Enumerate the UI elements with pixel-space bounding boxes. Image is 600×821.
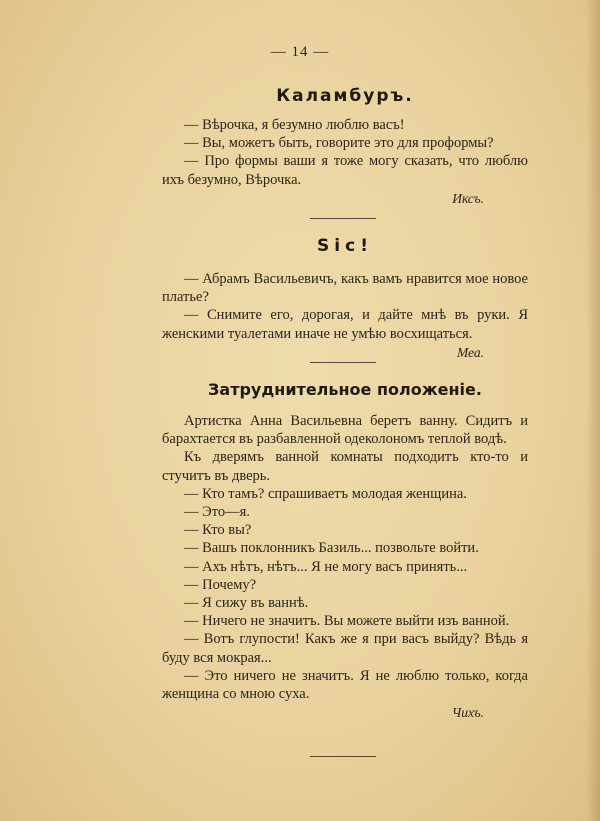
dialogue-line: — Снимите его, дорогая, и дайте мнѣ въ руки. Я женскими туалетами иначе не умѣю восхищаться. (162, 307, 528, 342)
page-edge-shadow (586, 0, 600, 821)
section-separator (310, 362, 376, 363)
dialogue-line: — Вѣрочка, я безумно люблю васъ! (184, 117, 405, 133)
dialogue-line: — Почему? (184, 576, 257, 593)
dialogue-line: — Это ничего не значитъ. Я не люблю только, когда женщина со мною суха. (162, 667, 528, 703)
dialogue-line: — Ничего не значитъ. Вы можете выйти изъ ванной. (184, 613, 510, 630)
section-title-sic: Sic! (317, 236, 373, 256)
section-separator (310, 756, 376, 757)
dialogue-line: — Кто тамъ? спрашиваетъ молодая женщина. (184, 485, 467, 502)
page-number: — 14 — (270, 44, 330, 60)
section-title-zatrudnitelnoe: Затруднительное положеніе. (208, 380, 482, 399)
dialogue-line: — Вотъ глупости! Какъ же я при васъ выйду? Вѣдь я буду вся мокрая... (162, 631, 528, 666)
section-title-kalambur: Каламбуръ. (276, 86, 414, 106)
dialogue-line: — Это—я. (184, 504, 250, 521)
section-sic (162, 270, 528, 362)
dialogue-line: — Вашъ поклонникъ Базиль... позвольте войти. (184, 540, 479, 557)
paragraph: Къ дверямъ ванной комнаты подходитъ кто-то и стучитъ въ дверь. (162, 449, 528, 484)
paragraph: Артистка Анна Васильевна беретъ ванну. Сидитъ и барахтается въ разбавленной одеколономъ теплой водѣ. (162, 413, 528, 448)
signature: Чихъ. (451, 705, 484, 721)
dialogue-line: — Вы, можетъ быть, говорите это для проформы? (184, 135, 494, 152)
section-kalambur (162, 116, 528, 208)
section-zatrudnitelnoe (162, 412, 528, 722)
dialogue-line: — Ахъ нѣтъ, нѣтъ... Я не могу васъ принять... (184, 558, 468, 575)
dialogue-line: — Про формы ваши я тоже могу сказать, что люблю ихъ безумно, Вѣрочка. (162, 153, 528, 188)
dialogue-line: — Я сижу въ ваннѣ. (184, 595, 309, 612)
signature: Меа. (457, 344, 484, 360)
signature: Иксъ. (452, 190, 484, 206)
section-separator (310, 218, 376, 219)
dialogue-line: — Абрамъ Васильевичъ, какъ вамъ нравится мое новое платье? (162, 271, 528, 306)
dialogue-line: — Кто вы? (184, 522, 252, 539)
